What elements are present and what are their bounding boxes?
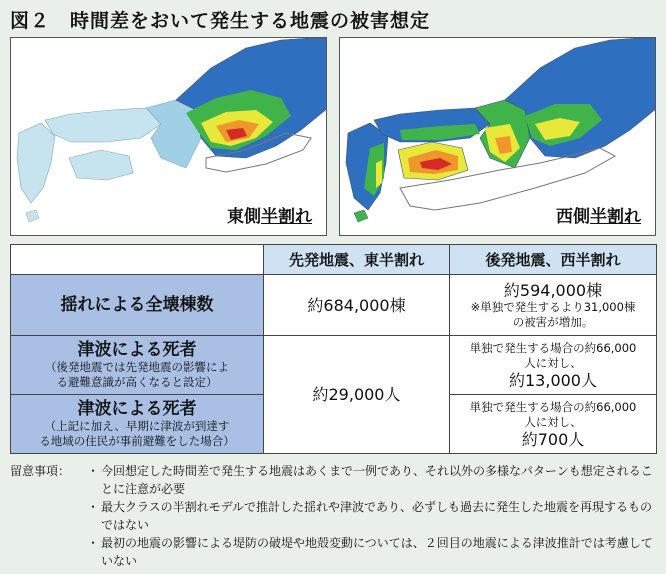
col-header-first-quake: 先発地震、東半割れ	[264, 245, 450, 275]
row-header-tsunami-deaths-evacuation: 津波による死者 （上記に加え、早期に津波が到達す る地域の住民が事前避難をした場合）	[11, 395, 264, 454]
deaths-first: 約29,000人	[264, 336, 450, 454]
damage-estimate-table	[10, 244, 657, 454]
col-header-second-quake: 後発地震、西半割れ	[450, 245, 657, 275]
deaths-second: 単独で発生する場合の約66,000 人に対し、 約13,000人	[450, 336, 657, 395]
note-item: ・ 最大クラスの半割れモデルで推計した揺れや津波であり、必ずしも過去に発生した地震を再現するものではない	[87, 500, 653, 532]
east-half-rupture-label: 東側半割れ	[225, 202, 314, 227]
note-item: ・ 最初の地震の影響による堤防の破堤や地殻変動については、２回目の地震による津波推計では考慮していない	[87, 536, 653, 568]
note-item: ・ 今回想定した時間差で発生する地震はあくまで一例であり、それ以外の多様なパターンも想定されることに注意が必要	[87, 464, 653, 496]
row-header-collapsed-buildings: 揺れによる全壊棟数	[11, 275, 264, 336]
west-half-rupture-label: 西側半割れ	[554, 202, 643, 227]
east-half-rupture-map	[10, 37, 327, 236]
collapsed-second: 約594,000棟 ※単独で発生するより31,000棟 の被害が増加。	[450, 275, 657, 336]
row-header-tsunami-deaths: 津波による死者 （後発地震では先発地震の影響によ る避難意識が高くなると設定）	[11, 336, 264, 395]
deaths-second-evacuation: 単独で発生する場合の約66,000 人に対し、 約700人	[450, 395, 657, 454]
west-half-rupture-map	[339, 37, 656, 236]
notes	[10, 462, 656, 570]
figure-title: 図２ 時間差をおいて発生する地震の被害想定	[10, 10, 431, 32]
notes-label: 留意事項：	[10, 464, 71, 478]
collapsed-first: 約684,000棟	[264, 275, 450, 336]
table-corner	[11, 245, 264, 275]
